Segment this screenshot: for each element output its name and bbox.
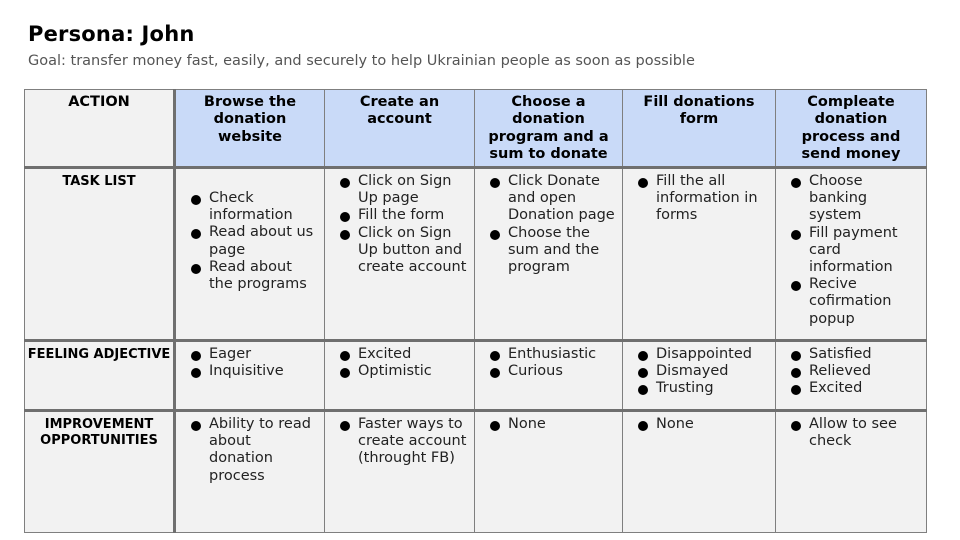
bullet-list: [475, 342, 622, 380]
list-item: Allow to see check: [790, 416, 920, 450]
list-item: Fill the all information in forms: [637, 173, 769, 225]
cell: [475, 341, 623, 411]
cell: [325, 168, 475, 341]
list-item: Eager: [190, 346, 318, 363]
bullet-list: [325, 412, 474, 468]
col-header-label: Compleate donation process and send money: [801, 94, 901, 162]
goal-text: Goal: transfer money fast, easily, and securely to help Ukrainian people as soon as possible: [28, 53, 695, 69]
list-item: Choose banking system: [790, 173, 920, 225]
row-header-label: FEELING ADJECTIVE: [27, 347, 171, 362]
cell: [776, 411, 927, 533]
list-item: Check information: [190, 190, 318, 224]
col-header: [623, 90, 776, 168]
bullet-list: [776, 412, 926, 450]
task-list-row: [25, 168, 927, 341]
bullet-list: [475, 412, 622, 433]
bullet-list: [776, 169, 926, 328]
col-header: [776, 90, 927, 168]
bullet-list: [623, 342, 775, 398]
list-item: Faster ways to create account (throught FB): [339, 416, 468, 468]
list-item: Fill payment card information: [790, 225, 920, 277]
cell: [325, 341, 475, 411]
bullet-list: [176, 412, 324, 485]
cell: [623, 411, 776, 533]
col-header-label: Fill donations form: [643, 94, 755, 128]
header-row: [25, 90, 927, 168]
row-header: [25, 411, 175, 533]
row-header-label: IMPROVEMENT OPPORTUNITIES: [40, 417, 158, 448]
col-header-label: Create an account: [359, 94, 440, 128]
list-item: Satisfied: [790, 346, 920, 363]
cell: [776, 341, 927, 411]
list-item: Click Donate and open Donation page: [489, 173, 616, 225]
list-item: Inquisitive: [190, 363, 318, 380]
col-header: [325, 90, 475, 168]
bullet-list: [325, 342, 474, 380]
improvement-row: [25, 411, 927, 533]
cell: [175, 168, 325, 341]
cell: [475, 168, 623, 341]
bullet-list: [475, 169, 622, 276]
row-header: [25, 341, 175, 411]
bullet-list: [623, 412, 775, 433]
col-header: [175, 90, 325, 168]
list-item: Disappointed: [637, 346, 769, 363]
cell: [623, 168, 776, 341]
bullet-list: [776, 342, 926, 398]
list-item: Recive cofirmation popup: [790, 276, 920, 328]
list-item: Relieved: [790, 363, 920, 380]
list-item: None: [637, 416, 769, 433]
list-item: Read about us page: [190, 224, 318, 258]
list-item: Enthusiastic: [489, 346, 616, 363]
list-item: Curious: [489, 363, 616, 380]
cell: [776, 168, 927, 341]
cell: [175, 341, 325, 411]
cell: [623, 341, 776, 411]
row-header: [25, 168, 175, 341]
list-item: Fill the form: [339, 207, 468, 224]
col-header: [475, 90, 623, 168]
persona-title: Persona: John: [28, 22, 195, 46]
feeling-row: [25, 341, 927, 411]
list-item: Dismayed: [637, 363, 769, 380]
list-item: Click on Sign Up button and create account: [339, 225, 468, 277]
cell: [325, 411, 475, 533]
list-item: None: [489, 416, 616, 433]
col-header-label: Browse the donation website: [203, 94, 297, 145]
list-item: Trusting: [637, 380, 769, 397]
corner-label: ACTION: [68, 94, 130, 110]
col-header-label: Choose a donation program and a sum to donate: [488, 94, 609, 162]
bullet-list: [176, 342, 324, 380]
list-item: Read about the programs: [190, 259, 318, 293]
list-item: Excited: [790, 380, 920, 397]
bullet-list: [176, 169, 324, 293]
list-item: Choose the sum and the program: [489, 225, 616, 277]
cell: [175, 411, 325, 533]
list-item: Ability to read about donation process: [190, 416, 318, 485]
journey-map-table: [24, 89, 927, 533]
list-item: Click on Sign Up page: [339, 173, 468, 207]
list-item: Excited: [339, 346, 468, 363]
corner-cell: [25, 90, 175, 168]
bullet-list: [623, 169, 775, 225]
cell: [475, 411, 623, 533]
row-header-label: TASK LIST: [62, 174, 136, 189]
list-item: Optimistic: [339, 363, 468, 380]
bullet-list: [325, 169, 474, 276]
